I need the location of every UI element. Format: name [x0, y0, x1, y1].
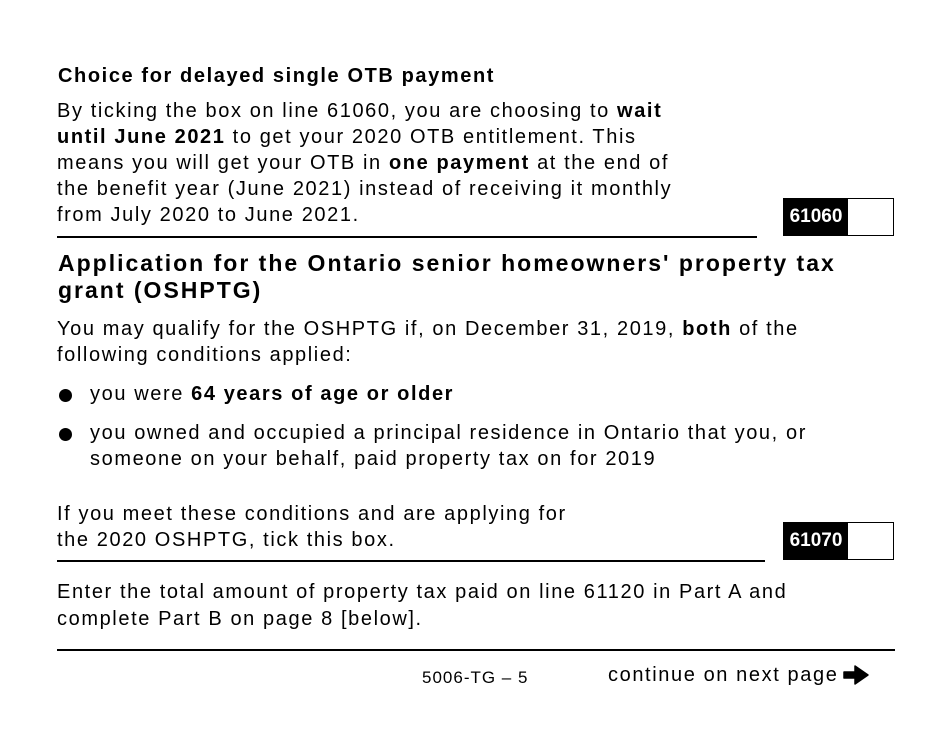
- bullet-item-residence: [90, 420, 807, 472]
- apply-line-2: the 2020 OSHPTG, tick this box.: [57, 529, 396, 551]
- enter-line-2: complete Part B on page 8 [below].: [57, 608, 423, 630]
- otb-line-1: By ticking the box on line 61060, you are choosing to wait: [57, 100, 663, 122]
- enter-line-1: Enter the total amount of property tax paid on line 61120 in Part A and: [57, 581, 788, 603]
- arrow-right-icon: [842, 663, 870, 687]
- bullet-residence-line-1: you owned and occupied a principal residence in Ontario that you, or: [90, 422, 807, 444]
- footer-divider: [57, 649, 895, 651]
- page-number: 5006-TG – 5: [422, 668, 529, 687]
- continue-next-page-link[interactable]: [608, 663, 870, 687]
- otb-line-5: from July 2020 to June 2021.: [57, 204, 360, 226]
- line-61070-checkbox[interactable]: [848, 523, 893, 559]
- line-61060-box: [783, 198, 894, 236]
- oshptg-heading-line-1: Application for the Ontario senior homeowners' property tax: [58, 250, 836, 276]
- line-61060-checkbox[interactable]: [848, 199, 893, 235]
- oshptg-apply-text: [57, 501, 567, 553]
- bullet-icon: [59, 389, 72, 402]
- oshptg-intro-line-1: You may qualify for the OSHPTG if, on December 31, 2019, both of the: [57, 318, 799, 340]
- bullet-residence-line-2: someone on your behalf, paid property tax on for 2019: [90, 448, 657, 470]
- line-61070-label: 61070: [784, 523, 848, 559]
- oshptg-heading-line-2: grant (OSHPTG): [58, 277, 263, 303]
- otb-divider: [57, 236, 757, 238]
- apply-line-1: If you meet these conditions and are applying for: [57, 503, 567, 525]
- bullet-item-age: you were 64 years of age or older: [90, 383, 455, 405]
- bullet-icon: [59, 428, 72, 441]
- continue-label: continue on next page: [608, 663, 839, 686]
- otb-line-3: means you will get your OTB in one payment at the end of: [57, 152, 670, 174]
- oshptg-divider: [57, 560, 765, 562]
- oshptg-intro: [57, 316, 799, 368]
- otb-line-4: the benefit year (June 2021) instead of receiving it monthly: [57, 178, 673, 200]
- line-61060-label: 61060: [784, 199, 848, 235]
- line-61070-box: [783, 522, 894, 560]
- oshptg-enter-text: [57, 579, 787, 633]
- oshptg-intro-line-2: following conditions applied:: [57, 344, 353, 366]
- oshptg-heading: [58, 250, 836, 304]
- otb-line-2: until June 2021 to get your 2020 OTB entitlement. This: [57, 126, 637, 148]
- otb-heading: Choice for delayed single OTB payment: [58, 65, 496, 87]
- otb-paragraph: [57, 98, 672, 228]
